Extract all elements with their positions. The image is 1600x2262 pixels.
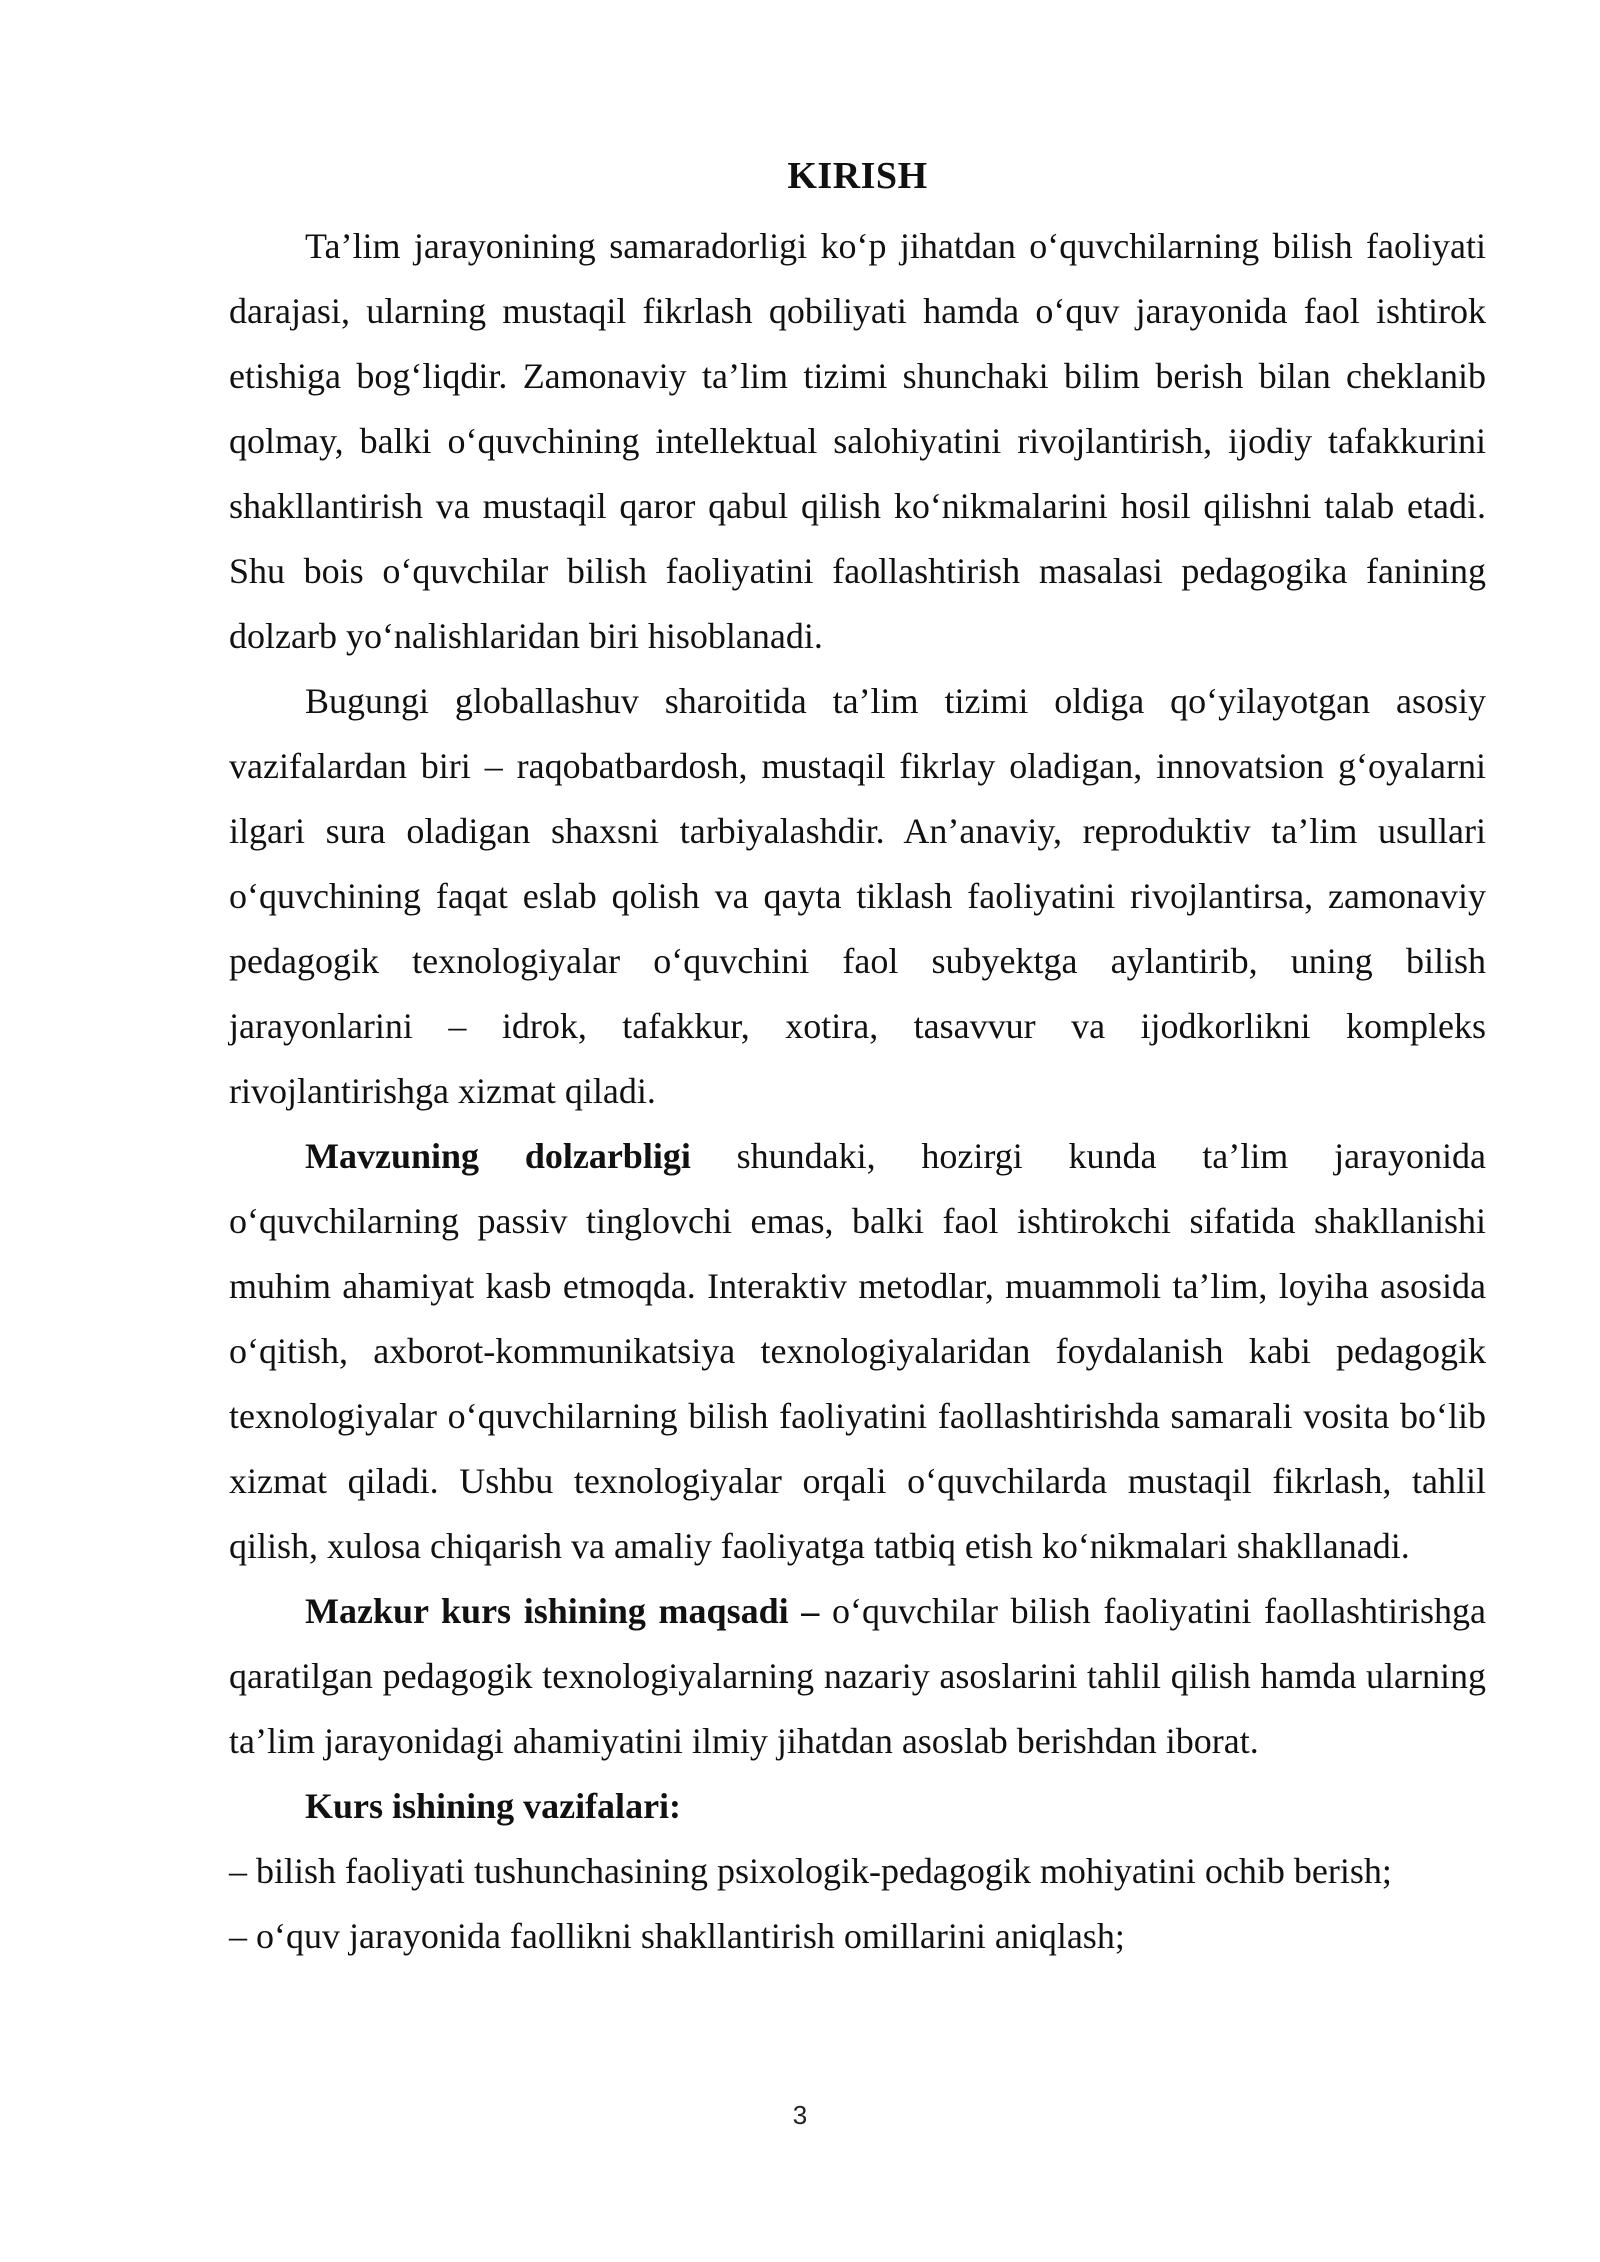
paragraph-2-text: Bugungi globallashuv sharoitida ta’lim tizimi oldiga qo‘yilayotgan asosiy vazifalardan biri – raqobatbardosh, mustaqil fikrlay oladigan, innovatsion g‘oyalarni ilgari sura oladigan shaxsni tarbiyalashdir. An’anaviy, reproduktiv ta’lim usullari o‘quvchining faqat eslab qolish va qayta tiklash faoliyatini rivojlantirsa, zamonaviy pedagogik texnologiyalar o‘quvchini faol subyektga aylantirib, uning bilish jarayonlarini – idrok, tafakkur, xotira, tasavvur va ijodkorlikni kompleks rivojlantirishga xizmat qiladi.	[229, 681, 1486, 1111]
paragraph-1-text: Ta’lim jarayonining samaradorligi ko‘p jihatdan o‘quvchilarning bilish faoliyati darajasi, ularning mustaqil fikrlash qobiliyati hamda o‘quv jarayonida faol ishtirok etishiga bog‘liqdir. Zamonaviy ta’lim tizimi shunchaki bilim berish bilan cheklanib qolmay, balki o‘quvchining intellektual salohiyatini rivojlantirish, ijodiy tafakkurini shakllantirish va mustaqil qaror qabul qilish ko‘nikmalarini hosil qilishni talab etadi. Shu bois o‘quvchilar bilish faoliyatini faollashtirish masalasi pedagogika fanining dolzarb yo‘nalishlaridan biri hisoblanadi.	[229, 226, 1486, 656]
list-item: – bilish faoliyati tushunchasining psixologik-pedagogik mohiyatini ochib berish;	[229, 1851, 1392, 1891]
goal-bold-lead: Mazkur kurs ishining maqsadi –	[305, 1591, 820, 1631]
page-number: 3	[792, 2100, 808, 2130]
relevance-bold-lead: Mavzuning dolzarbligi	[305, 1136, 691, 1176]
paragraph-goal	[229, 1579, 1486, 1774]
page-content	[229, 148, 1486, 1969]
list-item: – o‘quv jarayonida faollikni shakllantirish omillarini aniqlash;	[229, 1916, 1125, 1956]
section-heading: KIRISH	[787, 155, 928, 197]
tasks-list	[229, 1839, 1486, 1969]
relevance-text: shundaki, hozirgi kunda ta’lim jarayonida o‘quvchilarning passiv tinglovchi emas, balki faol ishtirokchi sifatida shakllanishi muhim ahamiyat kasb etmoqda. Interaktiv metodlar, muammoli ta’lim, loyiha asosida o‘qitish, axborot-kommunikatsiya texnologiyalaridan foydalanish kabi pedagogik texnologiyalar o‘quvchilarning bilish faoliyatini faollashtirishda samarali vosita bo‘lib xizmat qiladi. Ushbu texnologiyalar orqali o‘quvchilarda mustaqil fikrlash, tahlil qilish, xulosa chiqarish va amaliy faoliyatga tatbiq etish ko‘nikmalari shakllanadi.	[229, 1136, 1486, 1566]
paragraph-2	[229, 669, 1486, 1124]
tasks-heading: Kurs ishining vazifalari:	[305, 1786, 682, 1826]
paragraph-1	[229, 214, 1486, 669]
paragraph-relevance	[229, 1124, 1486, 1579]
goal-text: o‘quvchilar bilish faoliyatini faollashtirishga qaratilgan pedagogik texnologiyalarning nazariy asoslarini tahlil qilish hamda ularning ta’lim jarayonidagi ahamiyatini ilmiy jihatdan asoslab berishdan iborat.	[229, 1591, 1486, 1761]
